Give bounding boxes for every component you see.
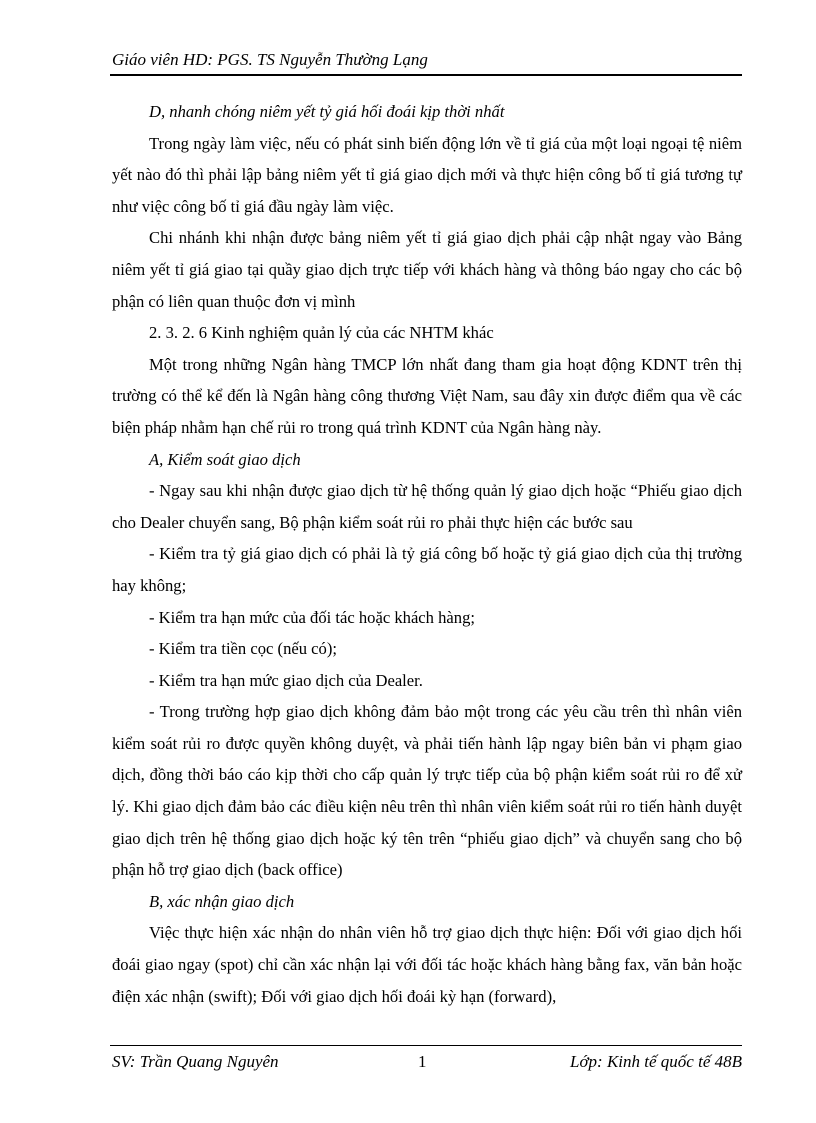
list-item: - Kiểm tra hạn mức của đối tác hoặc khách hàng;: [149, 607, 475, 627]
footer-student: SV: Trần Quang Nguyên: [112, 1052, 279, 1071]
list-item: - Kiểm tra hạn mức giao dịch của Dealer.: [149, 670, 423, 690]
section-heading: 2. 3. 2. 6 Kinh nghiệm quản lý của các NHTM khác: [149, 323, 494, 343]
list-item: - Kiểm tra tỷ giá giao dịch có phải là tỷ giá công bố hoặc tỷ giá giao dịch của thị trường hay không;: [112, 544, 742, 595]
paragraph: Một trong những Ngân hàng TMCP lớn nhất đang tham gia hoạt động KDNT trên thị trường có thể kể đến là Ngân hàng công thương Việt Nam, sau đây xin được điểm qua về các biện pháp nhằm hạn chế rủi ro trong quá trình KDNT của Ngân hàng này.: [112, 354, 742, 437]
list-item: - Kiểm tra tiền cọc (nếu có);: [149, 639, 337, 659]
list-item: - Ngay sau khi nhận được giao dịch từ hệ thống quản lý giao dịch hoặc “Phiếu giao dịch cho Dealer chuyển sang, Bộ phận kiểm soát rủi ro phải thực hiện các bước sau: [112, 481, 742, 532]
footer-class: Lớp: Kinh tế quốc tế 48B: [570, 1052, 742, 1071]
footer-divider: [110, 1045, 742, 1046]
paragraph: Trong ngày làm việc, nếu có phát sinh biến động lớn về tỉ giá của một loại ngoại tệ niêm yết nào đó thì phải lập bảng niêm yết tỉ giá giao dịch mới và thực hiện công bố tỉ giá tương tự như việc công bố tỉ giá đầu ngày làm việc.: [112, 133, 742, 216]
paragraph: Chi nhánh khi nhận được bảng niêm yết tỉ giá giao dịch phải cập nhật ngay vào Bảng niêm yết tỉ giá giao tại quầy giao dịch trực tiếp với khách hàng và thông báo ngay cho các bộ phận có liên quan thuộc đơn vị mình: [112, 228, 742, 311]
list-item: - Trong trường hợp giao dịch không đảm bảo một trong các yêu cầu trên thì nhân viên kiểm soát rủi ro được quyền không duyệt, và phải tiến hành lập ngay biên bản vi phạm giao dịch, đồng thời báo cáo kịp thời cho cấp quản lý trực tiếp của bộ phận kiểm soát rủi ro để xử lý. Khi giao dịch đảm bảo các điều kiện nêu trên thì nhân viên kiểm soát rủi ro tiến hành duyệt giao dịch trên hệ thống giao dịch hoặc ký tên trên “phiếu giao dịch” và chuyển sang cho bộ phận hỗ trợ giao dịch (back office): [112, 702, 742, 880]
subheading-b: B, xác nhận giao dịch: [149, 891, 295, 911]
page-number: 1: [418, 1052, 427, 1071]
page-header: Giáo viên HD: PGS. TS Nguyễn Thường Lạng: [112, 50, 428, 69]
paragraph: Việc thực hiện xác nhận do nhân viên hỗ trợ giao dịch thực hiện: Đối với giao dịch hối đoái giao ngay (spot) chỉ cần xác nhận lại với đối tác hoặc khách hàng bằng fax, văn bản hoặc điện xác nhận (swift); Đối với giao dịch hối đoái kỳ hạn (forward),: [112, 923, 742, 1006]
subheading-d: D, nhanh chóng niêm yết tỷ giá hối đoái kịp thời nhất: [149, 102, 505, 121]
header-divider: [110, 74, 742, 76]
document-body: [112, 96, 742, 1012]
page-footer: [112, 1050, 742, 1074]
subheading-a: A, Kiểm soát giao dịch: [149, 449, 301, 469]
